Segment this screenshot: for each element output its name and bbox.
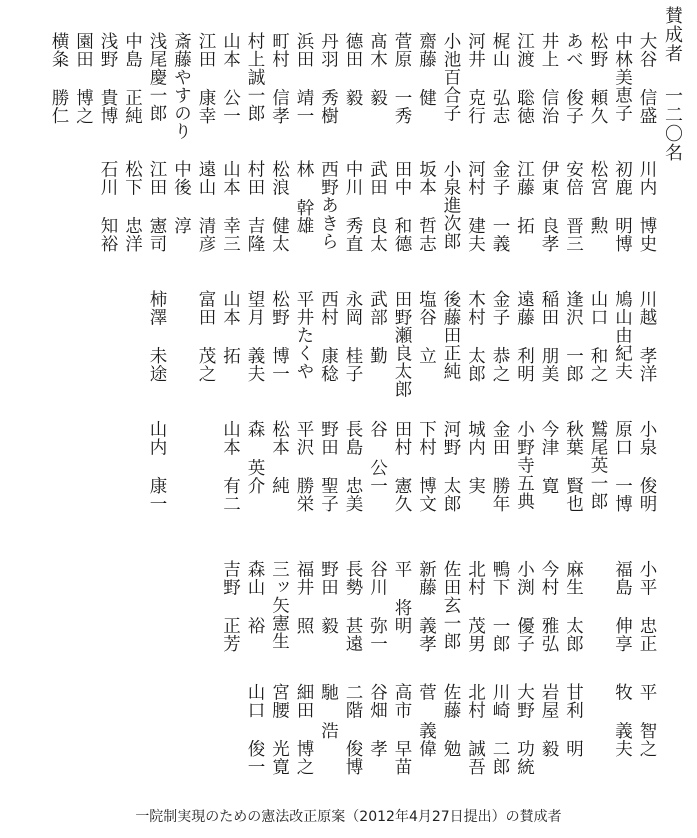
supporter-name: 稲田 朋美 [539,290,559,383]
supporter-name: 森山 裕 [245,560,265,635]
supporter-name: 今村 雅弘 [539,560,559,653]
supporter-name: 北村 茂男 [465,560,486,653]
supporter-name: 鴨下 一郎 [490,560,510,653]
supporter-name: 富田 茂之 [196,290,216,383]
supporter-name: 森 英介 [245,420,265,495]
supporter-name: 北村 誠吾 [465,683,486,776]
supporter-name: 中後 淳 [171,160,192,235]
supporter-name: 小池百合子 [441,32,461,122]
supporter-name: 松本 純 [269,420,290,495]
supporter-name: 野田 聖子 [318,420,339,513]
supporter-name: 佐藤 勉 [441,683,461,758]
supporter-name: 田中 和德 [392,160,412,253]
supporter-name: 石川 知裕 [98,160,118,253]
supporter-name: 城内 実 [465,420,486,495]
supporter-name: 丹羽 秀樹 [318,32,339,125]
supporter-name: 小渕 優子 [514,560,535,653]
supporter-name: 小泉 俊明 [637,420,657,513]
supporter-name: 下村 博文 [416,420,437,513]
supporter-name: 大野 功統 [514,683,535,776]
supporter-name: 川越 孝洋 [637,290,657,383]
supporter-name: 浅尾慶一郎 [147,32,167,122]
supporter-name: 福井 照 [294,560,314,635]
supporter-name: 山口 和之 [588,290,608,383]
supporter-name: 今津 寛 [539,420,559,495]
supporter-name: 武部 勤 [367,290,388,365]
supporter-name: 坂本 哲志 [416,160,437,253]
supporter-name: 佐田玄一郎 [441,560,461,650]
supporter-name: 塩谷 立 [416,290,437,365]
supporter-name: 金子 一義 [490,160,510,253]
supporter-name: 谷 公一 [367,420,388,495]
supporter-name: 馳 浩 [318,683,339,740]
supporter-name: 村上誠一郎 [245,32,265,122]
supporter-name: 河野 太郎 [441,420,461,513]
supporter-name: 麻生 太郎 [563,560,584,653]
supporter-name: 浜田 靖一 [294,32,314,125]
supporter-name: 武田 良太 [367,160,388,253]
supporter-name: 西村 康稔 [318,290,339,383]
supporter-name: 町村 信孝 [269,32,290,125]
supporter-name: 山本 有二 [220,420,241,513]
supporter-name: 後藤田正純 [441,290,461,380]
supporter-name: 金子 恭之 [490,290,510,383]
supporter-name: 木村 太郎 [465,290,486,383]
supporter-name: 菅 義偉 [416,683,437,758]
supporter-name: 園田 博之 [73,32,94,125]
supporter-name: 江田 憲司 [147,160,167,253]
supporter-name: 谷畑 孝 [367,683,388,758]
supporter-name: 德田 毅 [343,32,363,107]
supporter-name: 山本 幸三 [220,160,241,253]
supporter-name: 三ッ矢憲生 [269,560,290,650]
supporter-name: 村田 吉隆 [245,160,265,253]
supporter-name: 小平 忠正 [637,560,657,653]
supporter-name: 長勢 甚遠 [343,560,363,653]
supporter-name: 鳩山由紀夫 [612,290,633,380]
supporter-name: 平 将明 [392,560,412,635]
supporters-count: 一二〇名 [662,86,683,162]
supporter-name: 安倍 晋三 [563,160,584,253]
supporter-name: 江藤 拓 [514,160,535,235]
supporter-name: 河村 建夫 [465,160,486,253]
supporter-name: 二階 俊博 [343,683,363,776]
supporter-name: 川内 博史 [637,160,657,253]
supporter-name: 松野 頼久 [588,32,608,125]
supporter-name: 田村 憲久 [392,420,412,513]
supporter-name: 平 智之 [637,683,657,758]
supporter-name: 小泉進次郎 [441,160,461,250]
supporter-name: 甘利 明 [563,683,584,758]
supporter-name: 松浪 健太 [269,160,290,253]
supporter-name: 松下 忠洋 [122,160,143,253]
supporter-name: 松野 博一 [269,290,290,383]
supporter-name: 柿澤 未途 [147,290,167,383]
supporter-name: 谷川 弥一 [367,560,388,653]
supporter-name: 田野瀬良太郎 [392,290,412,398]
supporter-name: 山本 公一 [220,32,241,125]
supporter-name: 平沢 勝栄 [294,420,314,513]
supporter-name: 横粂 勝仁 [49,32,69,125]
supporter-name: 梶山 弘志 [490,32,510,125]
supporter-name: 河井 克行 [465,32,486,125]
supporter-name: 長島 忠美 [343,420,363,513]
supporter-name: 松宮 勲 [588,160,608,235]
supporter-name: 岩屋 毅 [539,683,559,758]
supporter-name: 牧 義夫 [612,683,633,758]
supporter-name: 齋藤 健 [416,32,437,107]
supporter-name: 浅野 貴博 [98,32,118,125]
supporter-name: 江田 康幸 [196,32,216,125]
supporter-name: 小野寺五典 [514,420,535,510]
supporter-name: 細田 博之 [294,683,314,776]
supporter-name: 逢沢 一郎 [563,290,584,383]
supporter-name: 遠山 清彦 [196,160,216,253]
supporter-name: 金田 勝年 [490,420,510,513]
supporter-name: 中島 正純 [122,32,143,125]
figure-caption: 一院制実現のための憲法改正原案（2012年4月27日提出）の賛成者 [135,809,562,825]
supporter-name: 西野あきら [318,160,339,250]
supporter-name: 平井たくや [294,290,314,380]
supporter-name: 伊東 良孝 [539,160,559,253]
supporter-name: 中川 秀直 [343,160,363,253]
supporter-name: 川崎 二郎 [490,683,510,776]
supporter-name: 斎藤やすのり [171,32,192,140]
supporter-name: 井上 信治 [539,32,559,125]
supporter-name: 山本 拓 [220,290,241,365]
supporter-name: 宮腰 光寛 [269,683,290,776]
supporter-name: 菅原 一秀 [392,32,412,125]
supporter-name: 秋葉 賢也 [563,420,584,513]
supporter-name: 遠藤 利明 [514,290,535,383]
supporter-name: 野田 毅 [318,560,339,635]
supporter-name: 林 幹雄 [294,160,314,235]
supporter-name: 原口 一博 [612,420,633,513]
supporter-name: 新藤 義孝 [416,560,437,653]
supporter-name: 吉野 正芳 [220,560,241,653]
supporter-name: 高市 早苗 [392,683,412,776]
supporter-name: 鷲尾英一郎 [588,420,608,510]
supporters-header-label: 賛成者 [662,6,683,63]
supporter-name: 中林美恵子 [612,32,633,122]
supporter-name: 初鹿 明博 [612,160,633,253]
supporter-name: あべ 俊子 [563,32,584,125]
supporter-name: 山内 康一 [147,420,167,513]
supporter-name: 福島 伸享 [612,560,633,653]
supporter-name: 望月 義夫 [245,290,265,383]
supporter-name: 江渡 聡徳 [514,32,535,125]
supporter-name: 大谷 信盛 [637,32,657,125]
supporter-name: 永岡 桂子 [343,290,363,383]
supporter-name: 山口 俊一 [245,683,265,776]
supporter-name: 髙木 毅 [367,32,388,107]
